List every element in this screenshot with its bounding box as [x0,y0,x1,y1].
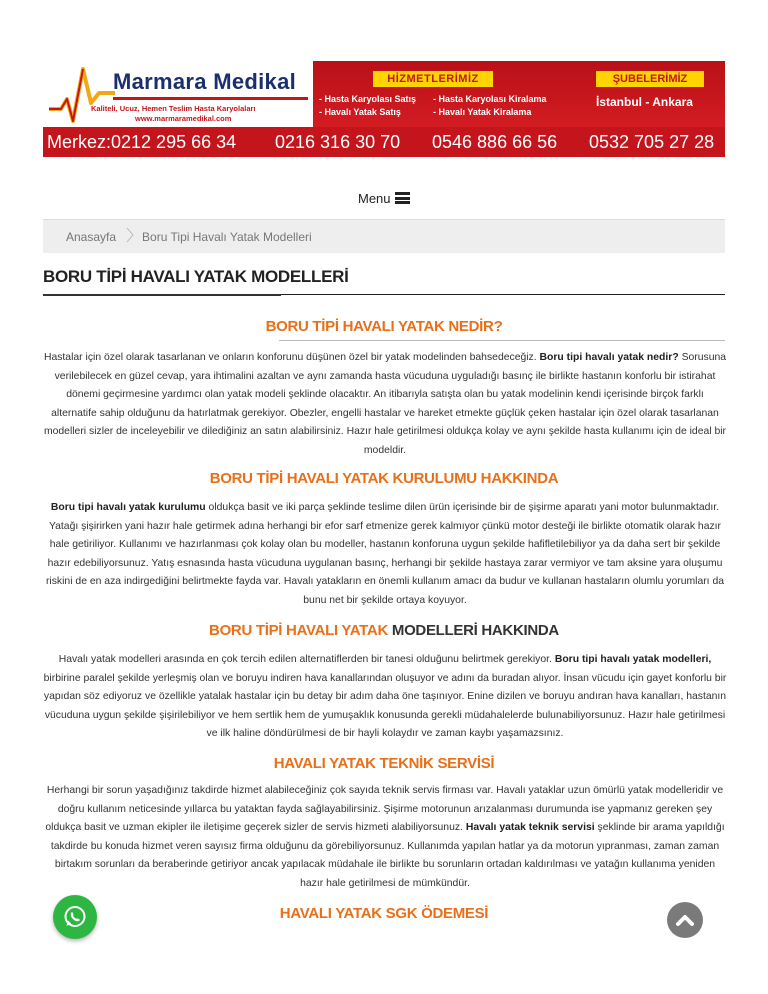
phone-strip [43,127,725,157]
chevron-right-icon [126,227,134,246]
brand-name: Marmara Medikal [113,69,297,94]
phone-label: Merkez: [47,132,112,152]
banner-top [43,61,725,127]
phone-number: 0212 295 66 34 [111,132,237,152]
hamburger-icon [395,192,410,204]
scroll-top-button[interactable] [667,902,703,938]
service-item: - Havalı Yatak Kiralama [433,107,532,117]
menu-toggle[interactable] [358,189,410,207]
breadcrumb [43,219,725,253]
phone-number[interactable]: 0546 886 66 56 [432,132,558,152]
section-heading: BORU TİPİ HAVALI YATAK KURULUMU HAKKINDA [209,470,559,487]
section-paragraph: Hastalar için özel olarak tasarlanan ve onların konforunu düşünen özel bir yatak modelinden bahsedeceğiz. Boru tipi havalı yatak nedir? Sorusuna verilebilecek en güzel cevap, yara ihtimalini azaltan ve aynı zamanda hasta vücuduna uyguladığı basınç ile birlikte hastanın konforlu bir istirahat dönemi geçirmesine yardımcı olan yatak modeli şeklinde olacaktır. An itibarıyla satışta olan bu yatak modelinin kendi içerisinde birçok farklı alternatife sahip olduğunu da hatırlatmak gerekiyor. Obezler, engelli hastalar ve hareket etmekte güçlük çeken hastalar için özel olarak tasarlanan modelleri sizler de inceleyebilir ve dilediğiniz an satın alabilirsiniz. Hazır hale getirilmesi oldukça kolay ve aynı şekilde hasta kullanımı için de ideal bir modeldir. [43,352,727,456]
section-paragraph: Boru tipi havalı yatak kurulumu oldukça basit ve iki parça şeklinde teslime dilen ürün içerisinde bir de şişirme aparatı yani motor bulunmaktadır. Yatağı şişirirken yani hazır hale getirmek adına herhangi bir efor sarf etmenize gerek kalmıyor çünkü motor desteği ile birlikte otomatik olarak hazır hale getiriliyor. Kullanımı ve hazırlanması çok kolay olan bu modeller, hastanın konforuna uygun şekilde hafifletilebiliyor ya da daha sert bir şekilde hazır edebiliyorsunuz. Yatış esnasında hasta vücuduna uygulanan basınç, herhangi bir şekilde hastaya zarar vermiyor ve tam aksine yara oluşumu riskini de en aza indirgediğini belirtmekte fayda var. Havalı yatakların en önemli kullanım amacı da budur ve kullanan hastaların olumlu yorumları da bunu net bir şekilde ortaya koyuyor. [45,502,725,606]
chevron-up-icon [675,913,695,927]
services-title: HİZMETLERİMİZ [373,71,493,87]
section-paragraph: Herhangi bir sorun yaşadığınız takdirde hizmet alabileceğiniz çok sayıda teknik servis firması var. Havalı yataklar uzun ömürlü yatak modelleridir ve doğru kullanım neticesinde yıllarca bu yataktan fayda sağlayabilirsiniz. Şişirme motorunun arızalanması durumunda ise yapmanız gereken şey oldukça basit ve uzman ekipler ile iletişime geçerek sizler de servis hizmeti alabiliyorsunuz. Havalı yatak teknik servisi şeklinde bir arama yapıldığı takdirde bu konuda hizmet veren sayısız firma olduğunu da görebiliyorsunuz. Kullanımda yapılan hatlar ya da motorun yıpranması, zaman zaman birtakım sorunları da beraberinde getiriyor ancak yapılacak müdahale ile birlikte bu sorunların ortadan kaldırılması ve yatağın kullanıma yeniden hazır hale getirilmesi de mümkündür. [45,785,725,889]
branches-cities: İstanbul - Ankara [596,95,693,109]
whatsapp-icon [62,904,88,930]
section-heading: BORU TİPİ HAVALI YATAK MODELLERİ HAKKINDA [209,622,559,639]
brand-tagline: Kaliteli, Ucuz, Hemen Teslim Hasta Karyolaları [91,104,256,113]
phone-number[interactable]: 0532 705 27 28 [589,132,715,152]
service-item: - Hasta Karyolası Kiralama [433,94,547,104]
page-title: BORU TİPİ HAVALI YATAK MODELLERİ [43,267,349,286]
section-heading: HAVALI YATAK SGK ÖDEMESİ [279,905,489,922]
breadcrumb-current: Boru Tipi Havalı Yatak Modelleri [142,229,312,244]
service-item: - Havalı Yatak Satış [319,107,401,117]
section-heading-rule [279,340,725,341]
service-item: - Hasta Karyolası Satış [319,94,417,104]
title-rule [281,294,725,295]
center-phone[interactable] [47,132,236,153]
brand-underline [113,97,308,100]
header-banner[interactable] [43,61,725,157]
section-heading: HAVALI YATAK TEKNİK SERVİSİ [273,755,495,772]
brand-url[interactable]: www.marmaramedikal.com [135,114,232,123]
branches-title: ŞUBELERİMİZ [596,71,704,87]
section-heading: BORU TİPİ HAVALI YATAK NEDİR? [265,318,503,335]
section-paragraph: Havalı yatak modelleri arasında en çok tercih edilen alternatiflerden bir tanesi olduğunu belirtmek gerekiyor. Boru tipi havalı yatak modelleri, birbirine paralel şekilde yerleşmiş olan ve boruyu indiren hava kanallarından oluşuyor ve adını da buradan alıyor. İnsan vücudu için gayet konforlu bir yapıdan söz ediyoruz ve özellikle yatalak hastalar için bu detay bir adım daha öne taşınıyor. Enine dizilen ve boruyu andıran hava kanalları, hastanın vücuduna uygun şekilde şişirilebiliyor ve hem sertlik hem de yumuşaklık konusunda gerekli müdahalelerde bulunabiliyorsunuz. Hazır hale getirilmesi ve ilk haline döndürülmesi de bir hayli kolaydır ve zaman kaybı yaşamazsınız. [43,654,727,740]
phone-number[interactable]: 0216 316 30 70 [275,132,401,152]
breadcrumb-home-link[interactable]: Anasayfa [66,229,117,244]
title-underline [43,294,281,296]
menu-label: Menu [358,190,391,206]
logo[interactable] [43,61,313,127]
whatsapp-button[interactable] [53,895,97,939]
heartbeat-logo-icon [47,63,117,125]
